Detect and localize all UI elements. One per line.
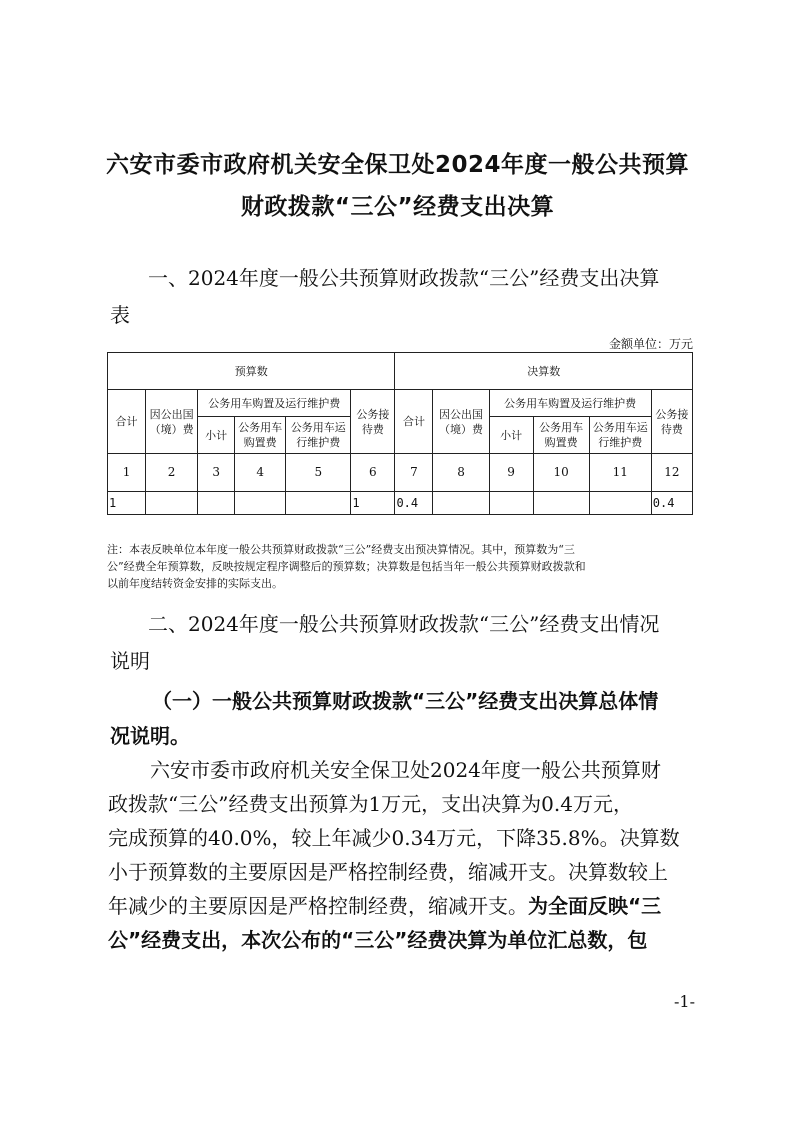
body-line: 六安市委市政府机关安全保卫处2024年度一般公共预算财: [150, 758, 661, 782]
final-subtotal-header: 小计: [489, 417, 533, 454]
column-number: 3: [198, 454, 235, 492]
body-text-bold: 为全面反映“三: [528, 894, 662, 918]
column-number: 4: [235, 454, 286, 492]
section2-heading-line2: 说明: [110, 649, 150, 673]
column-number: 11: [589, 454, 651, 492]
budget-operation-header: 公务用车运 行维护费: [286, 417, 351, 454]
column-number: 8: [433, 454, 489, 492]
table-value-row: [108, 492, 693, 515]
budget-total-header: 合计: [108, 390, 146, 454]
table-cell: [533, 492, 589, 515]
final-abroad-header: 因公出国 （境）费: [433, 390, 489, 454]
budget-vehicle-header: 公务用车购置及运行维护费: [198, 390, 351, 417]
budget-subtotal-header: 小计: [198, 417, 235, 454]
document-title-line1: 六安市委市政府机关安全保卫处2024年度一般公共预算: [105, 152, 689, 178]
table-cell: [235, 492, 286, 515]
table-cell: 1: [351, 492, 395, 515]
budget-reception-header: 公务接 待费: [351, 390, 395, 454]
table-note-line: 公”经费全年预算数，反映按规定程序调整后的预算数；决算数是包括当年一般公共预算财政拨款和: [107, 560, 586, 573]
table-cell: [489, 492, 533, 515]
budget-purchase-header: 公务用车 购置费: [235, 417, 286, 454]
table-cell: [146, 492, 198, 515]
body-text: 年减少的主要原因是严格控制经费，缩减开支。: [108, 894, 528, 918]
table-note-line: 注：本表反映单位本年度一般公共预算财政拨款“三公”经费支出预决算情况。其中，预算数为“三: [107, 543, 575, 556]
column-number: 2: [146, 454, 198, 492]
budget-group-header: 预算数: [108, 353, 395, 390]
table-cell: 1: [108, 492, 146, 515]
budget-abroad-header: 因公出国 （境）费: [146, 390, 198, 454]
column-number: 6: [351, 454, 395, 492]
table-note-line: 以前年度结转资金安排的实际支出。: [107, 577, 283, 590]
section1-heading-line1: 一、2024年度一般公共预算财政拨款“三公”经费支出决算: [148, 266, 660, 290]
body-line: 政拨款“三公”经费支出预算为1万元，支出决算为0.4万元，: [108, 792, 633, 816]
final-vehicle-header: 公务用车购置及运行维护费: [489, 390, 651, 417]
table-cell: 0.4: [651, 492, 692, 515]
body-line: 完成预算的40.0%，较上年减少0.34万元，下降35.8%。决算数: [108, 826, 680, 850]
subsection1-heading-line1: （一）一般公共预算财政拨款“三公”经费支出决算总体情: [152, 689, 659, 713]
final-purchase-header: 公务用车 购置费: [533, 417, 589, 454]
table-group-header-row: [108, 353, 693, 390]
section2-heading-line1: 二、2024年度一般公共预算财政拨款“三公”经费支出情况: [148, 612, 660, 636]
table-cell: 0.4: [395, 492, 433, 515]
unit-label: 金额单位：万元: [608, 337, 693, 351]
table-cell: [286, 492, 351, 515]
table-cell: [198, 492, 235, 515]
table-column-number-row: [108, 454, 693, 492]
body-line: 小于预算数的主要原因是严格控制经费，缩减开支。决算数较上: [108, 860, 668, 884]
table-header-row: [108, 390, 693, 417]
page-number: -1-: [674, 992, 695, 1011]
column-number: 5: [286, 454, 351, 492]
column-number: 9: [489, 454, 533, 492]
column-number: 7: [395, 454, 433, 492]
body-paragraph: [108, 753, 695, 957]
body-line: [108, 889, 695, 923]
three-public-expenses-table: [107, 352, 693, 515]
table-cell: [589, 492, 651, 515]
column-number: 12: [651, 454, 692, 492]
document-title-line2: 财政拨款“三公”经费支出决算: [240, 194, 555, 220]
final-reception-header: 公务接 待费: [651, 390, 692, 454]
table-cell: [433, 492, 489, 515]
table-note: [107, 541, 695, 592]
final-total-header: 合计: [395, 390, 433, 454]
subsection1-heading-line2: 况说明。: [110, 724, 190, 748]
final-group-header: 决算数: [395, 353, 693, 390]
final-operation-header: 公务用车运 行维护费: [589, 417, 651, 454]
section1-heading-line2: 表: [110, 303, 130, 327]
body-line-bold: 公”经费支出，本次公布的“三公”经费决算为单位汇总数，包: [108, 928, 648, 952]
column-number: 1: [108, 454, 146, 492]
column-number: 10: [533, 454, 589, 492]
